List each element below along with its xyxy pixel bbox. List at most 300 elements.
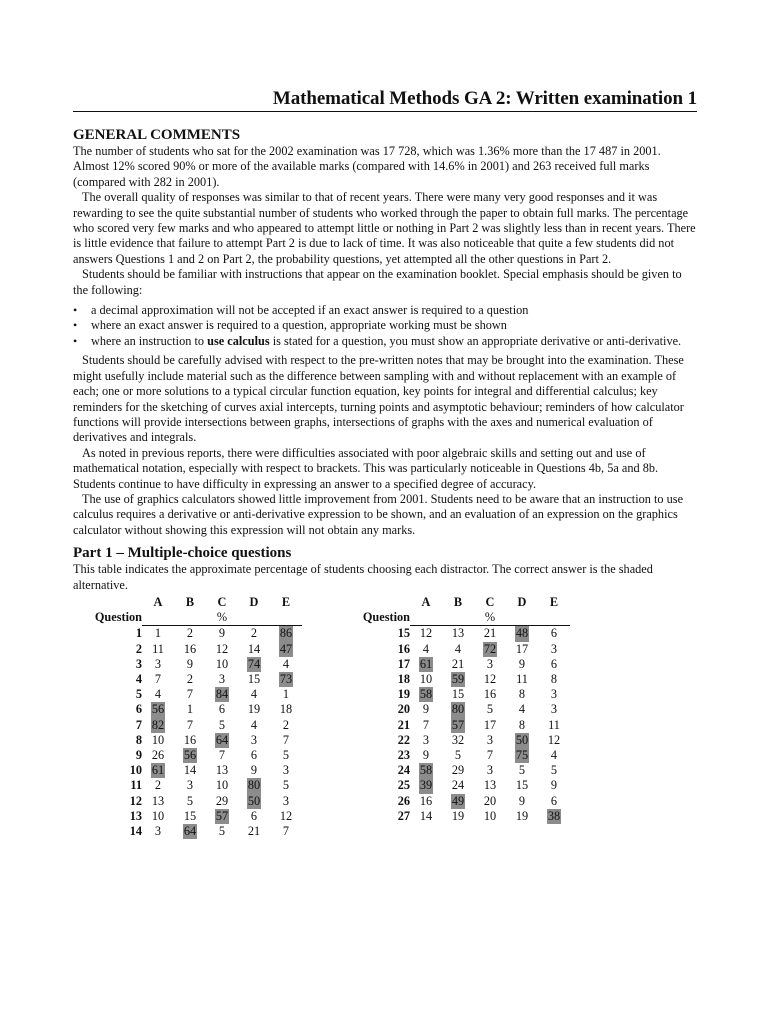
cell-option-c (206, 778, 238, 793)
correct-answer-value: 61 (419, 656, 433, 671)
table-right-body (348, 626, 570, 824)
cell-option-e (538, 642, 570, 657)
cell-option-a (410, 702, 442, 717)
cell-option-b (174, 687, 206, 702)
col-header-question: Question (362, 610, 410, 625)
percentage-value: 9 (250, 763, 258, 778)
cell-option-b (442, 626, 474, 642)
correct-answer-value: 47 (279, 641, 293, 656)
correct-answer-value: 82 (151, 717, 165, 732)
cell-option-b (174, 794, 206, 809)
cell-option-c (206, 718, 238, 733)
table-row (348, 702, 570, 717)
cell-option-c (474, 763, 506, 778)
col-header-b: B (453, 594, 463, 609)
cell-option-a (142, 642, 174, 657)
cell-option-c (206, 763, 238, 778)
cell-option-d (238, 763, 270, 778)
col-header-a: A (153, 594, 163, 609)
percentage-value: 1 (186, 702, 194, 717)
correct-answer-value: 75 (515, 748, 529, 762)
percentage-value: 9 (518, 656, 526, 671)
percentage-value: 17 (483, 717, 497, 732)
cell-option-b (442, 778, 474, 793)
cell-option-c (474, 672, 506, 687)
question-number: 12 (129, 793, 142, 808)
cell-option-c (206, 702, 238, 717)
table-row (348, 718, 570, 733)
cell-option-e (538, 672, 570, 687)
table-row (80, 778, 302, 793)
col-header-e: E (281, 594, 291, 609)
percentage-value: 11 (152, 641, 164, 656)
question-number: 18 (397, 671, 410, 686)
cell-option-a (410, 809, 442, 824)
percentage-value: 12 (483, 671, 497, 686)
header-rule (73, 111, 697, 112)
percentage-value: 10 (151, 732, 165, 747)
question-number: 22 (397, 732, 410, 747)
cell-option-a (142, 672, 174, 687)
percentage-value: 21 (247, 824, 261, 839)
question-number: 27 (397, 808, 410, 823)
cell-option-d (506, 626, 538, 642)
paragraph-4: Students should be carefully advised with respect to the pre-written notes that may be brought into the examination. These might usefully include material such as the difference between sampling with and without replacement with an example of each; one or more solutions to a typical circular function equation, key points for integral and differential calculus; key reminders for the sketching of curves axial intercepts, turning points and asymptotic behaviour; reminders of how calculator functions will provide intersections between graphs, intersections of graphs with the axes and numerical evaluation of derivatives and integrals. (73, 353, 684, 445)
cell-option-d (238, 626, 270, 642)
cell-option-d (238, 642, 270, 657)
cell-option-e (538, 778, 570, 793)
cell-option-a (142, 626, 174, 642)
bullet3-text-post: is stated for a question, you must show an appropriate derivative or anti-derivative. (269, 333, 682, 348)
cell-option-a (410, 642, 442, 657)
percentage-value: 15 (183, 808, 197, 823)
cell-option-b (442, 702, 474, 717)
percentage-value: 16 (483, 687, 497, 702)
cell-option-b (174, 733, 206, 748)
percentage-value: 19 (515, 808, 529, 823)
cell-option-c (474, 687, 506, 702)
question-number: 17 (397, 656, 410, 671)
cell-option-c (206, 733, 238, 748)
question-number: 14 (129, 824, 142, 839)
cell-option-c (474, 748, 506, 763)
percentage-value: 32 (451, 732, 465, 747)
percentage-value: 1 (282, 687, 290, 702)
cell-option-d (506, 733, 538, 748)
percentage-value: 3 (550, 687, 558, 702)
col-header-b: B (185, 594, 195, 609)
cell-option-a (142, 824, 174, 839)
percentage-value: 9 (550, 778, 558, 793)
percentage-value: 9 (518, 793, 526, 808)
percentage-value: 4 (154, 687, 162, 702)
paragraph-5: As noted in previous reports, there were difficulties associated with poor algebraic skills and setting out and use of mathematical notation, especially with respect to brackets. This was particularly noticeable in Questions 4b, 5a and 8b. Students continue to have difficulty in expressing an answer to a specified degree of accuracy. (73, 445, 659, 491)
percentage-value: 2 (186, 626, 194, 641)
cell-option-d (506, 718, 538, 733)
percentage-value: 15 (247, 671, 261, 686)
cell-option-a (142, 718, 174, 733)
question-number: 5 (135, 687, 142, 702)
correct-answer-value: 58 (419, 763, 433, 778)
table-row (80, 718, 302, 733)
percentage-value: 5 (186, 793, 194, 808)
percentage-value: 4 (250, 687, 258, 702)
cell-option-a (410, 657, 442, 672)
cell-option-b (442, 763, 474, 778)
correct-answer-value: 50 (247, 793, 261, 808)
table-row (348, 794, 570, 809)
percentage-value: 3 (550, 702, 558, 717)
percentage-value: 10 (483, 808, 497, 823)
table-row (348, 778, 570, 793)
cell-option-b (174, 809, 206, 824)
cell-option-c (474, 626, 506, 642)
cell-option-d (506, 794, 538, 809)
cell-option-b (442, 642, 474, 657)
question-number: 19 (397, 687, 410, 702)
paragraph-3: Students should be familiar with instructions that appear on the examination booklet. Special emphasis should be given to the following: (73, 267, 682, 297)
cell-option-e (270, 778, 302, 793)
table-row (80, 702, 302, 717)
header-blank (506, 610, 538, 626)
percentage-value: 7 (282, 824, 290, 839)
percentage-value: 14 (247, 641, 261, 656)
correct-answer-value: 59 (451, 671, 465, 686)
percentage-value: 20 (483, 793, 497, 808)
correct-answer-value: 48 (515, 626, 529, 641)
percentage-value: 3 (250, 732, 258, 747)
header-blank (142, 610, 174, 626)
percentage-value: 14 (419, 808, 433, 823)
percentage-value: 29 (451, 763, 465, 778)
cell-option-c (474, 733, 506, 748)
col-header-c: C (485, 594, 495, 609)
percentage-value: 3 (154, 824, 162, 839)
cell-option-a (142, 778, 174, 793)
percentage-value: 7 (186, 687, 194, 702)
results-tables (73, 594, 697, 839)
percentage-value: 13 (215, 763, 229, 778)
cell-option-d (238, 809, 270, 824)
col-header-question: Question (94, 610, 142, 625)
cell-option-e (538, 763, 570, 778)
cell-option-c (474, 702, 506, 717)
cell-option-a (410, 626, 442, 642)
cell-option-a (142, 763, 174, 778)
cell-option-d (238, 733, 270, 748)
cell-option-a (410, 748, 442, 763)
table-row (80, 748, 302, 763)
cell-option-d (238, 657, 270, 672)
percentage-value: 5 (518, 763, 526, 778)
percentage-value: 19 (451, 808, 465, 823)
table-left-body (80, 626, 302, 839)
table-row (348, 642, 570, 657)
table-row (348, 657, 570, 672)
percentage-value: 6 (550, 626, 558, 641)
cell-option-a (142, 733, 174, 748)
table-row (80, 672, 302, 687)
table-row (348, 687, 570, 702)
table-row (348, 672, 570, 687)
cell-option-b (442, 794, 474, 809)
cell-option-e (270, 626, 302, 642)
correct-answer-value: 57 (215, 808, 229, 823)
percentage-value: 13 (151, 793, 165, 808)
table-row (80, 733, 302, 748)
paragraph-2: The overall quality of responses was similar to that of recent years. There were many very good responses and it was rewarding to see the quite substantial number of students who worked through the paper to obtain full marks. The percentage who scored very few marks and who appeared to attempt little or nothing in Part 2 was slightly less than in recent years. There is little evidence that failure to attempt Part 2 is due to lack of time. It was also noticeable that quite a few students did not answers Questions 1 and 2 on Part 2, the probability questions, yet attempted all the other questions in Part 2. (73, 190, 696, 266)
cell-option-a (142, 687, 174, 702)
percentage-value: 3 (486, 656, 494, 671)
percentage-value: 6 (218, 702, 226, 717)
percentage-value: 9 (422, 702, 430, 717)
cell-option-a (410, 672, 442, 687)
percentage-value: 7 (186, 717, 194, 732)
percentage-value: 4 (550, 748, 558, 762)
question-number: 2 (135, 641, 142, 656)
percentage-value: 8 (518, 717, 526, 732)
cell-option-c (474, 718, 506, 733)
percentage-value: 6 (250, 808, 258, 823)
percentage-value: 16 (183, 641, 197, 656)
percentage-value: 7 (422, 717, 430, 732)
percentage-value: 12 (419, 626, 433, 641)
percentage-value: 9 (218, 626, 226, 641)
percentage-value: 26 (151, 748, 165, 762)
cell-option-b (442, 718, 474, 733)
percentage-value: 2 (282, 717, 290, 732)
cell-option-c (206, 642, 238, 657)
question-number: 8 (135, 732, 142, 747)
bullet3-text-pre: where an instruction to (91, 333, 208, 348)
cell-option-e (538, 748, 570, 763)
table-row (80, 824, 302, 839)
question-number: 23 (397, 748, 410, 762)
cell-option-b (174, 657, 206, 672)
table-row (80, 626, 302, 642)
correct-answer-value: 64 (215, 732, 229, 747)
col-header-e: E (549, 594, 559, 609)
cell-option-a (142, 748, 174, 763)
cell-option-e (538, 702, 570, 717)
percentage-value: 3 (282, 793, 290, 808)
col-header-c: C (217, 594, 227, 609)
cell-option-d (238, 687, 270, 702)
header-blank (410, 610, 442, 626)
cell-option-b (174, 763, 206, 778)
cell-option-b (174, 642, 206, 657)
percentage-value: 10 (151, 808, 165, 823)
percentage-value: 8 (550, 671, 558, 686)
correct-answer-value: 86 (279, 626, 293, 641)
percentage-value: 6 (550, 793, 558, 808)
bullet3-text-bold: use calculus (207, 333, 270, 348)
percentage-value: 2 (154, 778, 162, 793)
header-blank (538, 610, 570, 626)
cell-option-a (142, 809, 174, 824)
percentage-value: 2 (250, 626, 258, 641)
question-number: 9 (135, 748, 142, 762)
percentage-value: 10 (215, 778, 229, 793)
correct-answer-value: 80 (451, 702, 465, 717)
list-item: • where an exact answer is required to a question, appropriate working must be shown (73, 318, 697, 333)
cell-option-a (142, 794, 174, 809)
question-number: 20 (397, 702, 410, 717)
col-header-percent: % (206, 610, 238, 626)
cell-option-e (270, 763, 302, 778)
cell-option-c (206, 824, 238, 839)
percentage-value: 13 (483, 778, 497, 793)
percentage-value: 5 (550, 763, 558, 778)
cell-option-b (442, 748, 474, 763)
cell-option-d (238, 672, 270, 687)
correct-answer-value: 56 (151, 702, 165, 717)
correct-answer-value: 39 (419, 778, 433, 793)
table-row (80, 687, 302, 702)
percentage-value: 7 (154, 671, 162, 686)
percentage-value: 5 (486, 702, 494, 717)
question-number: 21 (397, 717, 410, 732)
question-number: 10 (129, 763, 142, 778)
table-row (80, 642, 302, 657)
percentage-value: 29 (215, 793, 229, 808)
cell-option-e (538, 626, 570, 642)
question-number: 11 (130, 778, 142, 793)
cell-option-b (442, 657, 474, 672)
cell-option-e (538, 733, 570, 748)
percentage-value: 5 (218, 717, 226, 732)
results-table-right (348, 595, 570, 824)
percentage-value: 21 (451, 656, 465, 671)
cell-option-e (270, 657, 302, 672)
table-row (80, 763, 302, 778)
percentage-value: 8 (518, 687, 526, 702)
cell-option-d (506, 809, 538, 824)
percentage-value: 6 (550, 656, 558, 671)
cell-option-e (538, 794, 570, 809)
cell-option-a (410, 778, 442, 793)
results-table-left (80, 595, 302, 839)
paragraph-1: The number of students who sat for the 2002 examination was 17 728, which was 1.36% more than the 17 487 in 2001. Almost 12% scored 90% or more of the available marks (compared with 14.6% in 2001) and 263 received full marks (compared with 282 in 2001). (73, 144, 661, 189)
cell-option-e (270, 672, 302, 687)
correct-answer-value: 61 (151, 763, 165, 778)
table-row (80, 794, 302, 809)
percentage-value: 3 (486, 763, 494, 778)
percentage-value: 5 (282, 778, 290, 793)
percentage-value: 2 (186, 671, 194, 686)
header-row-question (80, 610, 302, 626)
part1-heading: Part 1 – Multiple-choice questions (73, 545, 292, 562)
question-number: 6 (135, 702, 142, 717)
percentage-value: 4 (422, 641, 430, 656)
cell-option-b (174, 702, 206, 717)
cell-option-c (206, 687, 238, 702)
percentage-value: 3 (486, 732, 494, 747)
instruction-list (73, 303, 697, 349)
percentage-value: 21 (483, 626, 497, 641)
percentage-value: 3 (186, 778, 194, 793)
col-header-a: A (421, 594, 431, 609)
percentage-value: 5 (218, 824, 226, 839)
cell-option-e (270, 642, 302, 657)
cell-option-b (174, 748, 206, 763)
correct-answer-value: 57 (451, 717, 465, 732)
cell-option-b (174, 626, 206, 642)
cell-option-e (270, 794, 302, 809)
cell-option-d (506, 642, 538, 657)
percentage-value: 3 (282, 763, 290, 778)
correct-answer-value: 74 (247, 656, 261, 671)
list-item: • a decimal approximation will not be accepted if an exact answer is required to a question (73, 303, 697, 318)
cell-option-e (270, 687, 302, 702)
cell-option-e (270, 733, 302, 748)
general-comments-heading: GENERAL COMMENTS (73, 127, 241, 143)
paragraph-6: The use of graphics calculators showed little improvement from 2001. Students need to be aware that an instruction to use calculus requires a derivative or anti-derivative expression to be shown, and an evaluation of an expression on the graphics calculator without showing this expression will not obtain any marks. (73, 491, 684, 537)
header-blank (174, 610, 206, 626)
document-body (73, 126, 697, 839)
question-number: 25 (397, 778, 410, 793)
header-blank (270, 610, 302, 626)
cell-option-d (238, 794, 270, 809)
correct-answer-value: 38 (547, 808, 561, 823)
percentage-value: 10 (215, 656, 229, 671)
percentage-value: 3 (422, 732, 430, 747)
question-number: 15 (397, 626, 410, 641)
question-number: 13 (129, 808, 142, 823)
cell-option-e (270, 702, 302, 717)
percentage-value: 11 (516, 671, 528, 686)
cell-option-a (410, 733, 442, 748)
cell-option-d (506, 672, 538, 687)
percentage-value: 5 (282, 748, 290, 762)
cell-option-c (206, 672, 238, 687)
header-row-letters (348, 595, 570, 610)
percentage-value: 10 (419, 671, 433, 686)
cell-option-d (238, 748, 270, 763)
cell-option-c (474, 778, 506, 793)
header-row-letters (80, 595, 302, 610)
table-row (80, 657, 302, 672)
percentage-value: 3 (550, 641, 558, 656)
cell-option-d (506, 702, 538, 717)
cell-option-a (410, 718, 442, 733)
cell-option-b (442, 809, 474, 824)
table-row (80, 809, 302, 824)
cell-option-d (506, 687, 538, 702)
cell-option-d (238, 718, 270, 733)
cell-option-c (474, 642, 506, 657)
percentage-value: 9 (186, 656, 194, 671)
cell-option-d (238, 824, 270, 839)
percentage-value: 15 (451, 687, 465, 702)
correct-answer-value: 84 (215, 687, 229, 702)
page-title: Mathematical Methods GA 2: Written examination 1 (272, 88, 697, 109)
col-header-percent: % (474, 610, 506, 626)
header-blank (238, 610, 270, 626)
percentage-value: 24 (451, 778, 465, 793)
cell-option-b (174, 672, 206, 687)
cell-option-d (506, 657, 538, 672)
header-row-question (348, 610, 570, 626)
cell-option-d (506, 763, 538, 778)
percentage-value: 11 (548, 717, 560, 732)
cell-option-c (206, 794, 238, 809)
cell-option-a (142, 702, 174, 717)
cell-option-e (538, 809, 570, 824)
table-row (348, 626, 570, 642)
percentage-value: 4 (282, 656, 290, 671)
cell-option-d (506, 748, 538, 763)
